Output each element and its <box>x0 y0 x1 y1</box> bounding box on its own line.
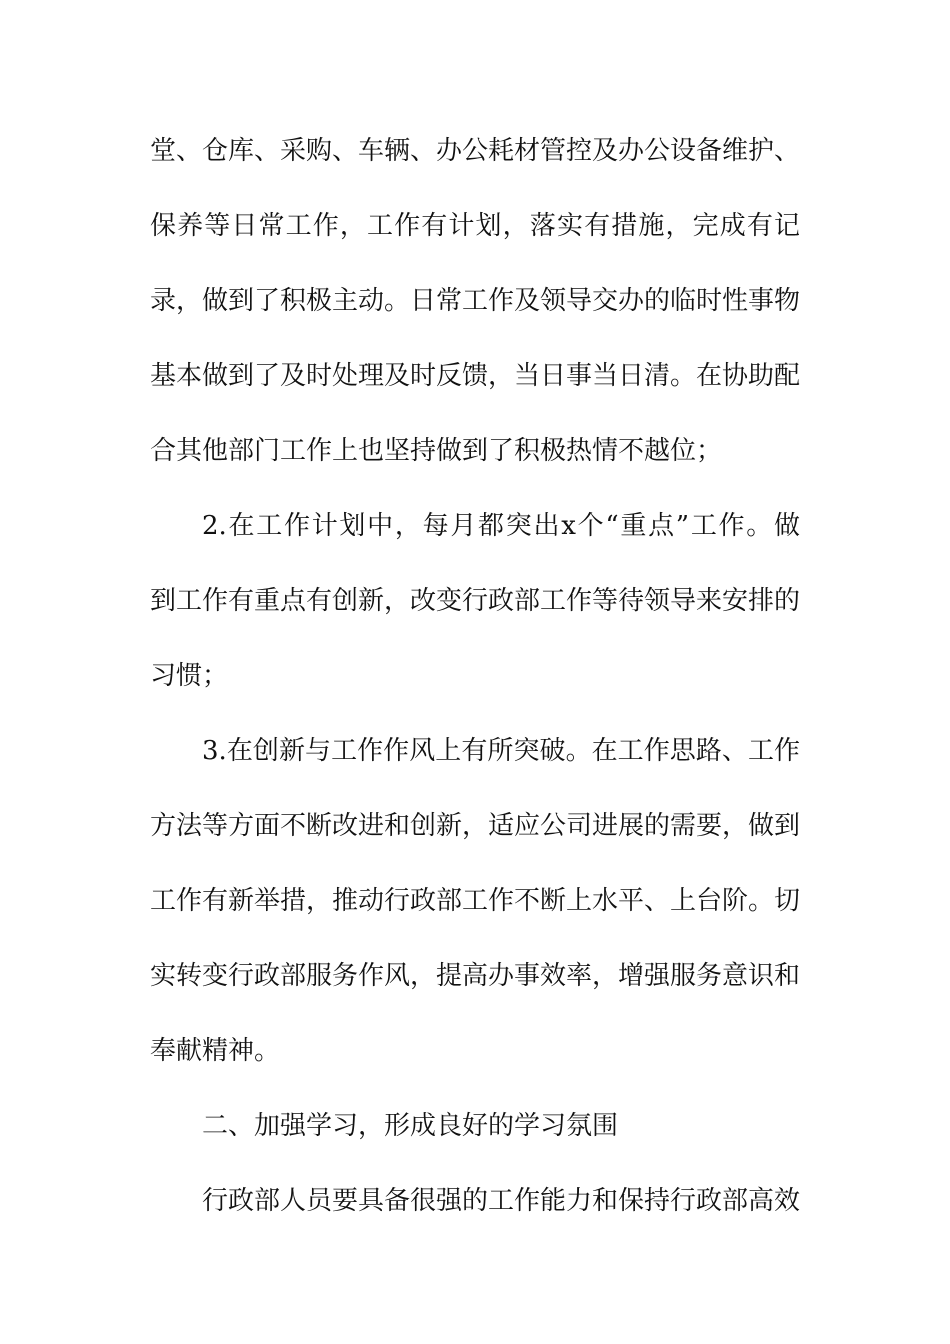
section-heading: 二、加强学习，形成良好的学习氛围 <box>202 1111 619 1141</box>
list-item-3-line: 奉献精神。 <box>150 1036 281 1066</box>
paragraph-line: 保养等日常工作，工作有计划，落实有措施，完成有记 <box>150 211 800 241</box>
paragraph-line: 基本做到了及时处理及时反馈，当日事当日清。在协助配 <box>150 361 801 391</box>
paragraph-line: 录，做到了积极主动。日常工作及领导交办的临时性事物 <box>150 286 801 316</box>
paragraph-line: 堂、仓库、采购、车辆、办公耗材管控及办公设备维护、 <box>150 136 801 166</box>
list-item-3-line: 工作有新举措，推动行政部工作不断上水平、上台阶。切 <box>150 886 801 916</box>
list-item-2-line: 2.在工作计划中，每月都突出x个“重点”工作。做 <box>202 511 800 541</box>
list-item-2-line: 到工作有重点有创新，改变行政部工作等待领导来安排的 <box>150 586 801 616</box>
paragraph-line: 行政部人员要具备很强的工作能力和保持行政部高效 <box>202 1186 801 1216</box>
list-item-3-line: 实转变行政部服务作风，提高办事效率，增强服务意识和 <box>150 961 801 991</box>
list-item-3-line: 方法等方面不断改进和创新，适应公司进展的需要，做到 <box>150 811 801 841</box>
list-item-3-line: 3.在创新与工作作风上有所突破。在工作思路、工作 <box>202 736 800 766</box>
paragraph-line: 合其他部门工作上也坚持做到了积极热情不越位； <box>150 436 723 466</box>
list-item-2-line: 习惯； <box>150 661 229 691</box>
